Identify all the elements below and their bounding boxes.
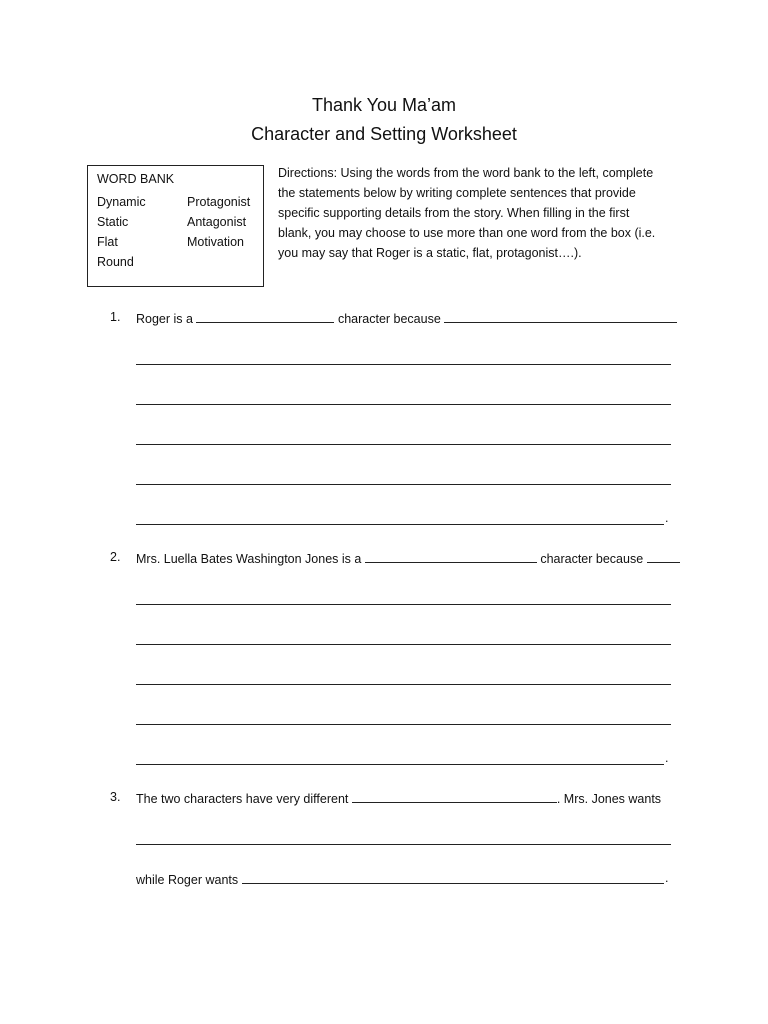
question-1-answer-line[interactable] bbox=[136, 484, 671, 485]
question-3-differences-blank[interactable] bbox=[352, 790, 557, 803]
question-1-answer-line[interactable] bbox=[136, 404, 671, 405]
word-bank-item: Protagonist bbox=[187, 195, 251, 209]
directions-line: you may say that Roger is a static, flat, protagonist….). bbox=[278, 246, 582, 260]
question-1-prompt bbox=[136, 310, 677, 326]
word-bank-box bbox=[87, 165, 264, 287]
question-2-number: 2. bbox=[110, 550, 121, 564]
word-bank-item: Flat bbox=[97, 235, 118, 249]
directions-line: the statements below by writing complete sentences that provide bbox=[278, 186, 636, 200]
question-1-character-blank[interactable] bbox=[196, 310, 334, 323]
question-2-prompt bbox=[136, 550, 680, 566]
question-1-number: 1. bbox=[110, 310, 121, 324]
question-1-text-a: Roger is a bbox=[136, 312, 193, 326]
directions-line: Directions: Using the words from the word bank to the left, complete bbox=[278, 166, 654, 180]
question-3-prompt-continued bbox=[136, 871, 664, 887]
question-2-because-blank[interactable] bbox=[647, 550, 680, 563]
directions-line: blank, you may choose to use more than one word from the box (i.e. bbox=[278, 226, 656, 240]
question-3-period: . bbox=[665, 871, 669, 885]
question-3-text-a: The two characters have very different bbox=[136, 792, 349, 806]
question-2-answer-line[interactable] bbox=[136, 604, 671, 605]
question-2-answer-line[interactable] bbox=[136, 764, 664, 765]
word-bank-item: Antagonist bbox=[187, 215, 247, 229]
question-2-character-blank[interactable] bbox=[365, 550, 537, 563]
question-2-text-b: character because bbox=[540, 552, 644, 566]
question-2-text-a: Mrs. Luella Bates Washington Jones is a bbox=[136, 552, 362, 566]
question-3-text-b: . Mrs. Jones wants bbox=[556, 792, 662, 806]
word-bank-item: Dynamic bbox=[97, 195, 146, 209]
directions-line: specific supporting details from the story. When filling in the first bbox=[278, 206, 630, 220]
word-bank-column-1 bbox=[97, 192, 146, 272]
question-1-text-b: character because bbox=[337, 312, 441, 326]
question-1-answer-line[interactable] bbox=[136, 524, 664, 525]
question-3-number: 3. bbox=[110, 790, 121, 804]
question-2-answer-line[interactable] bbox=[136, 724, 671, 725]
worksheet-subtitle: Character and Setting Worksheet bbox=[251, 124, 517, 144]
question-3-prompt bbox=[136, 790, 661, 806]
directions-text bbox=[278, 163, 678, 263]
word-bank-item: Static bbox=[97, 215, 129, 229]
word-bank-column-2 bbox=[187, 192, 250, 252]
question-1-answer-line[interactable] bbox=[136, 444, 671, 445]
worksheet-title: Thank You Ma’am bbox=[311, 95, 457, 115]
question-3-jones-wants-line[interactable] bbox=[136, 844, 671, 845]
question-2-answer-line[interactable] bbox=[136, 644, 671, 645]
word-bank-heading: WORD BANK bbox=[97, 172, 175, 186]
word-bank-item: Motivation bbox=[187, 235, 244, 249]
question-3-text-c: while Roger wants bbox=[136, 873, 239, 887]
question-1-answer-line[interactable] bbox=[136, 364, 671, 365]
question-1-because-blank[interactable] bbox=[444, 310, 677, 323]
question-2-answer-line[interactable] bbox=[136, 684, 671, 685]
question-2-period: . bbox=[665, 751, 669, 765]
question-1-period: . bbox=[665, 511, 669, 525]
word-bank-item: Round bbox=[97, 255, 134, 269]
question-3-roger-wants-blank[interactable] bbox=[242, 871, 664, 884]
